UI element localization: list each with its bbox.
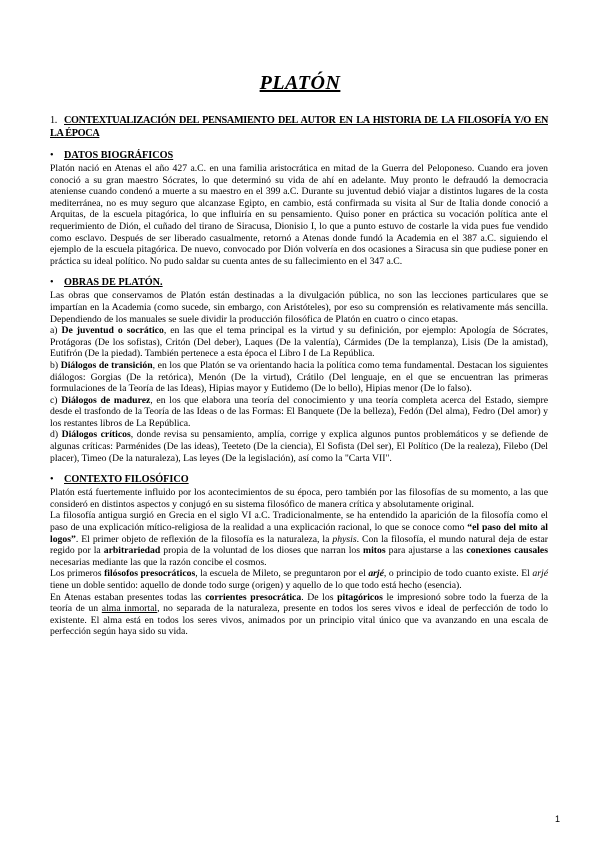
text-run-bold-italic: arjé	[368, 568, 384, 580]
text-run: . Con la filosofía, el mundo natural deja de estar regido por la	[50, 533, 548, 557]
text-run: necesarias mediante las que la razón concibe el cosmos.	[50, 556, 267, 568]
works-item-c	[50, 395, 548, 430]
text-run: En Atenas estaban presentes todas las	[50, 591, 206, 603]
text-run: , o principio de todo cuanto existe. El	[383, 568, 533, 580]
works-item-a	[50, 325, 548, 360]
context-paragraph-4	[50, 592, 548, 638]
works-intro-paragraph: Las obras que conservamos de Platón están destinadas a la divulgación pública, no son las lecciones particulares que se impartían en la Academia (como sucede, sin embargo, con Aristóteles), por eso su comprensión es relativamente más sencilla. Dependiendo de los manuales se suele dividir la producción filosófica de Platón en cuatro o cinco etapas.	[50, 290, 548, 325]
bullet-icon: •	[50, 150, 54, 161]
text-run-bold: mitos	[363, 545, 386, 557]
subheading-context-text: CONTEXTO FILOSÓFICO	[64, 474, 189, 486]
text-run: para ajustarse a las	[385, 545, 467, 557]
text-run: propia de la voluntad de los dioses que narran los	[160, 545, 364, 557]
context-paragraph-3	[50, 568, 548, 591]
text-run-bold: “el paso del mito al logos”	[50, 522, 548, 545]
subheading-biography	[50, 150, 548, 162]
bullet-icon: •	[50, 474, 54, 486]
subheading-works-text: OBRAS DE PLATÓN.	[64, 277, 163, 289]
works-item-a-prefix: a)	[50, 325, 62, 337]
works-item-b	[50, 360, 548, 395]
works-item-c-prefix: c)	[50, 394, 62, 406]
context-paragraph-1: Platón está fuertemente influido por los acontecimientos de su época, pero también por las filosofías de su momento, a las que consideró en distintos aspectos y conjugó en su sistema filosófico de manera crítica y absolutamente original.	[50, 487, 548, 510]
works-item-d	[50, 429, 548, 464]
text-run-bold: arbitrariedad	[103, 545, 161, 557]
text-run-italic: arjé	[532, 568, 549, 580]
text-run-bold: corrientes presocrática	[205, 591, 302, 603]
works-item-a-title: De juventud o socrático	[61, 325, 164, 337]
works-item-b-title: Diálogos de transición	[60, 359, 153, 371]
works-item-d-text: , donde revisa su pensamiento, amplía, corrige y explica algunos puntos problemáticos y se defiende de algunas críticas: Parménides (De las ideas), Teeteto (De la ciencia), El Sofista (Del ser), El Político (De la realeza), Filebo (Del placer), Timeo (De la naturaleza), Las leyes (De la legislación), así como la "Carta VII".	[50, 429, 548, 464]
subheading-works	[50, 277, 548, 289]
works-item-c-text: , en los que elabora una teoría del conocimiento y una teoría completa acerca del Estado, siempre desde el trasfondo de la Teoría de las Ideas o de las Formas: El Banquete (De la belleza), Fedón (Del alma), Fedro (Del amor) y los restantes libros de La República.	[50, 394, 549, 429]
section-heading	[50, 115, 548, 140]
text-run-bold: filósofos presocráticos	[104, 568, 196, 580]
text-run: le impresionó sobre todo la fuerza de la teoría de un	[50, 591, 548, 615]
text-run-underline: alma inmortal	[101, 603, 158, 615]
text-run: Los primeros	[50, 568, 105, 580]
text-run-italic: physis	[332, 533, 357, 545]
works-item-a-text: , en las que el tema principal es la virtud y su definición, por ejemplo: Apología de Sócrates, Protágoras (De los sofistas), Critón (Del deber), Laques (De la valentía), Cármides (De la templanza), Lisis (De la amistad), Eutifrón (De la piedad). También pertenece a esta época el Libro I de La República.	[50, 325, 548, 360]
works-item-b-prefix: b)	[50, 359, 61, 371]
text-run: . De los	[301, 591, 338, 603]
text-run-bold: pitagóricos	[337, 591, 383, 603]
context-paragraph-2	[50, 510, 548, 568]
subheading-context	[50, 474, 548, 486]
works-item-c-title: Diálogos de madurez	[61, 394, 151, 406]
text-run: , la escuela de Mileto, se preguntaron por el	[195, 568, 369, 580]
page-title: PLATÓN	[259, 72, 341, 94]
bullet-icon: •	[50, 277, 54, 289]
section-heading-text: CONTEXTUALIZACIÓN DEL PENSAMIENTO DEL AUTOR EN LA HISTORIA DE LA FILOSOFÍA Y/O EN LA ÉPOCA	[50, 115, 548, 139]
text-run-bold: conexiones causales	[466, 545, 549, 557]
text-run: tiene un doble sentido: aquello de donde todo surge (origen) y aquello de lo que todo está hecho (esencia).	[50, 580, 462, 591]
text-run: La filosofía antigua surgió en Grecia en el siglo VI a.C. Tradicionalmente, se ha entendido la aparición de la filosofía como el paso de una explicación mítico-religiosa de la realidad a una explicación racional, lo que se conoce como	[50, 510, 548, 534]
page-number: 1	[554, 814, 560, 824]
document-content	[50, 115, 548, 638]
biography-paragraph: Platón nació en Atenas el año 427 a.C. en una familia aristocrática en mitad de la Guerra del Peloponeso. Cuando era joven conoció a su gran maestro Sócrates, lo que determinó su vida de ahí en adelante. Muy pronto le defraudó la democracia ateniense cuando condenó a muerte a su maestro en el 399 a.C. Durante su juventud debió viajar a distintos lugares de la costa mediterránea, no es muy seguro que alcanzase Egipto, en cambio, está confirmada su visita al Sur de Italia donde conoció a Arquitas, de la escuela pitagórica, lo que influiría en su pensamiento. Quiso poner en práctica su vocación política ante el requerimiento de Dión, el cuñado del tirano de Siracusa, Dionisio I, lo que a punto estuvo de costarle la vida pues fue vendido como esclavo. Después de ser liberado casualmente, retornó a Atenas donde fundó la Academia en el 387 a.C. siguiendo el ejemplo de la escuela pitagórica. De nuevo, convocado por Dión volvería en dos ocasiones a Siracusa sin que pudiese poner en práctica su ideal político. No pudo saldar su cuenta antes de su fallecimiento en el 347 a.C.	[50, 163, 548, 267]
section-number: 1.	[50, 115, 58, 126]
text-run: , no separada de la naturaleza, presente en todos los seres vivos e ideal de perfección de todo lo existente. El alma está en todos los seres vivos, animados por un principio vital único que va avanzando en una escala de perfección según haya sido su vida.	[50, 603, 548, 638]
works-item-d-prefix: d)	[50, 429, 62, 441]
subheading-biography-text: DATOS BIOGRÁFICOS	[64, 150, 174, 161]
works-item-b-text: , en los que Platón se va orientando hacia la política como tema fundamental. Destacan los siguientes diálogos: Gorgias (De la retórica), Menón (De la virtud), Crátilo (Del lenguaje, en el que se encuentran las primeras formulaciones de la Teoría de las Ideas), Hipias mayor y Eutidemo (De lo bello), Hipias menor (De lo falso).	[50, 359, 549, 395]
works-item-d-title: Diálogos críticos	[61, 429, 131, 441]
text-run: . El primer objeto de reflexión de la filosofía es la naturaleza, la	[75, 533, 333, 545]
